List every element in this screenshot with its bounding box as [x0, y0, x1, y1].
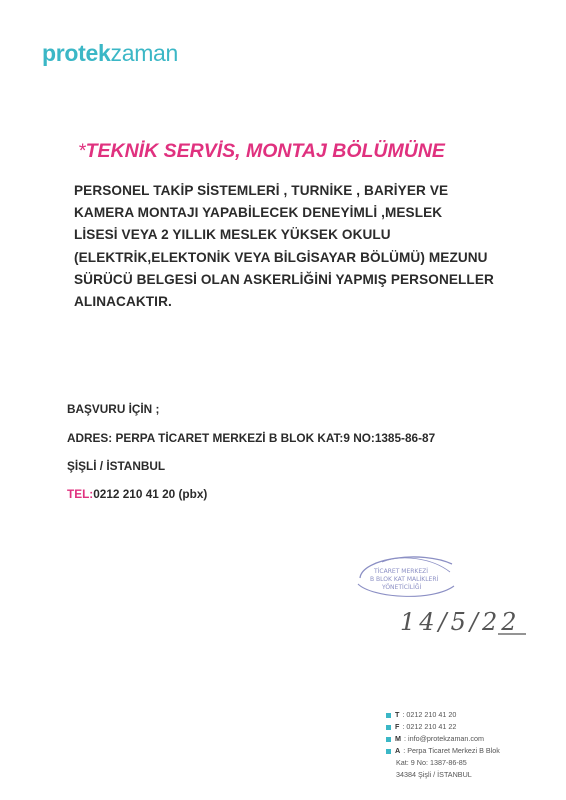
stamp-line-3: YÖNETİCİLİĞİ — [382, 584, 422, 591]
heading-text: TEKNİK SERVİS, MONTAJ BÖLÜMÜNE — [85, 140, 445, 162]
description-line: LİSESİ VEYA 2 YILLIK MESLEK YÜKSEK OKULU — [74, 227, 391, 243]
management-stamp — [352, 548, 458, 606]
square-bullet-icon — [386, 737, 391, 742]
company-logo — [42, 40, 178, 67]
description-line: (ELEKTRİK,ELEKTONİK VEYA BİLGİSAYAR BÖLÜMÜ) MEZUNU — [74, 249, 488, 265]
stamp-line-2: B BLOK KAT MALİKLERİ — [370, 576, 439, 583]
apply-label: BAŞVURU İÇİN ; — [67, 402, 160, 416]
logo-part-protek: protek — [42, 40, 111, 66]
city-line: ŞİŞLİ / İSTANBUL — [67, 459, 166, 473]
logo-part-zaman: zaman — [110, 40, 179, 66]
footer-row-address: A : Perpa Ticaret Merkezi B Blok — [386, 745, 500, 757]
handwritten-date-text: 14/5/22 — [400, 608, 521, 636]
footer-row-fax: F : 0212 210 41 22 — [386, 721, 500, 733]
description-line: ALINACAKTIR. — [74, 294, 172, 310]
page-heading — [78, 140, 445, 163]
footer-contact — [386, 709, 500, 781]
stamp-line-1: TİCARET MERKEZİ — [374, 568, 429, 575]
footer-address-line-3: 34384 Şişli / İSTANBUL — [396, 770, 472, 779]
description-line: SÜRÜCÜ BELGESİ OLAN ASKERLİĞİNİ YAPMIŞ PERSONELLER — [74, 271, 494, 287]
heading-star: * — [78, 140, 86, 162]
phone-label: TEL: — [67, 487, 94, 501]
square-bullet-icon — [386, 725, 391, 730]
handwritten-date — [398, 600, 532, 642]
description-line: KAMERA MONTAJI YAPABİLECEK DENEYİMLİ ,MESLEK — [74, 205, 443, 221]
description-line: PERSONEL TAKİP SİSTEMLERİ , TURNİKE , BARİYER VE — [74, 183, 449, 198]
address-line: ADRES: PERPA TİCARET MERKEZİ B BLOK KAT:9 NO:1385-86-87 — [67, 431, 436, 445]
footer-row-phone: T : 0212 210 41 20 — [386, 709, 500, 721]
phone-value: 0212 210 41 20 (pbx) — [93, 487, 208, 501]
footer-address-line-2: Kat: 9 No: 1387-86-85 — [396, 758, 467, 767]
job-description — [74, 180, 534, 313]
phone-line — [67, 487, 207, 501]
square-bullet-icon — [386, 749, 391, 754]
square-bullet-icon — [386, 713, 391, 718]
footer-row-mail: M : info@protekzaman.com — [386, 733, 500, 745]
